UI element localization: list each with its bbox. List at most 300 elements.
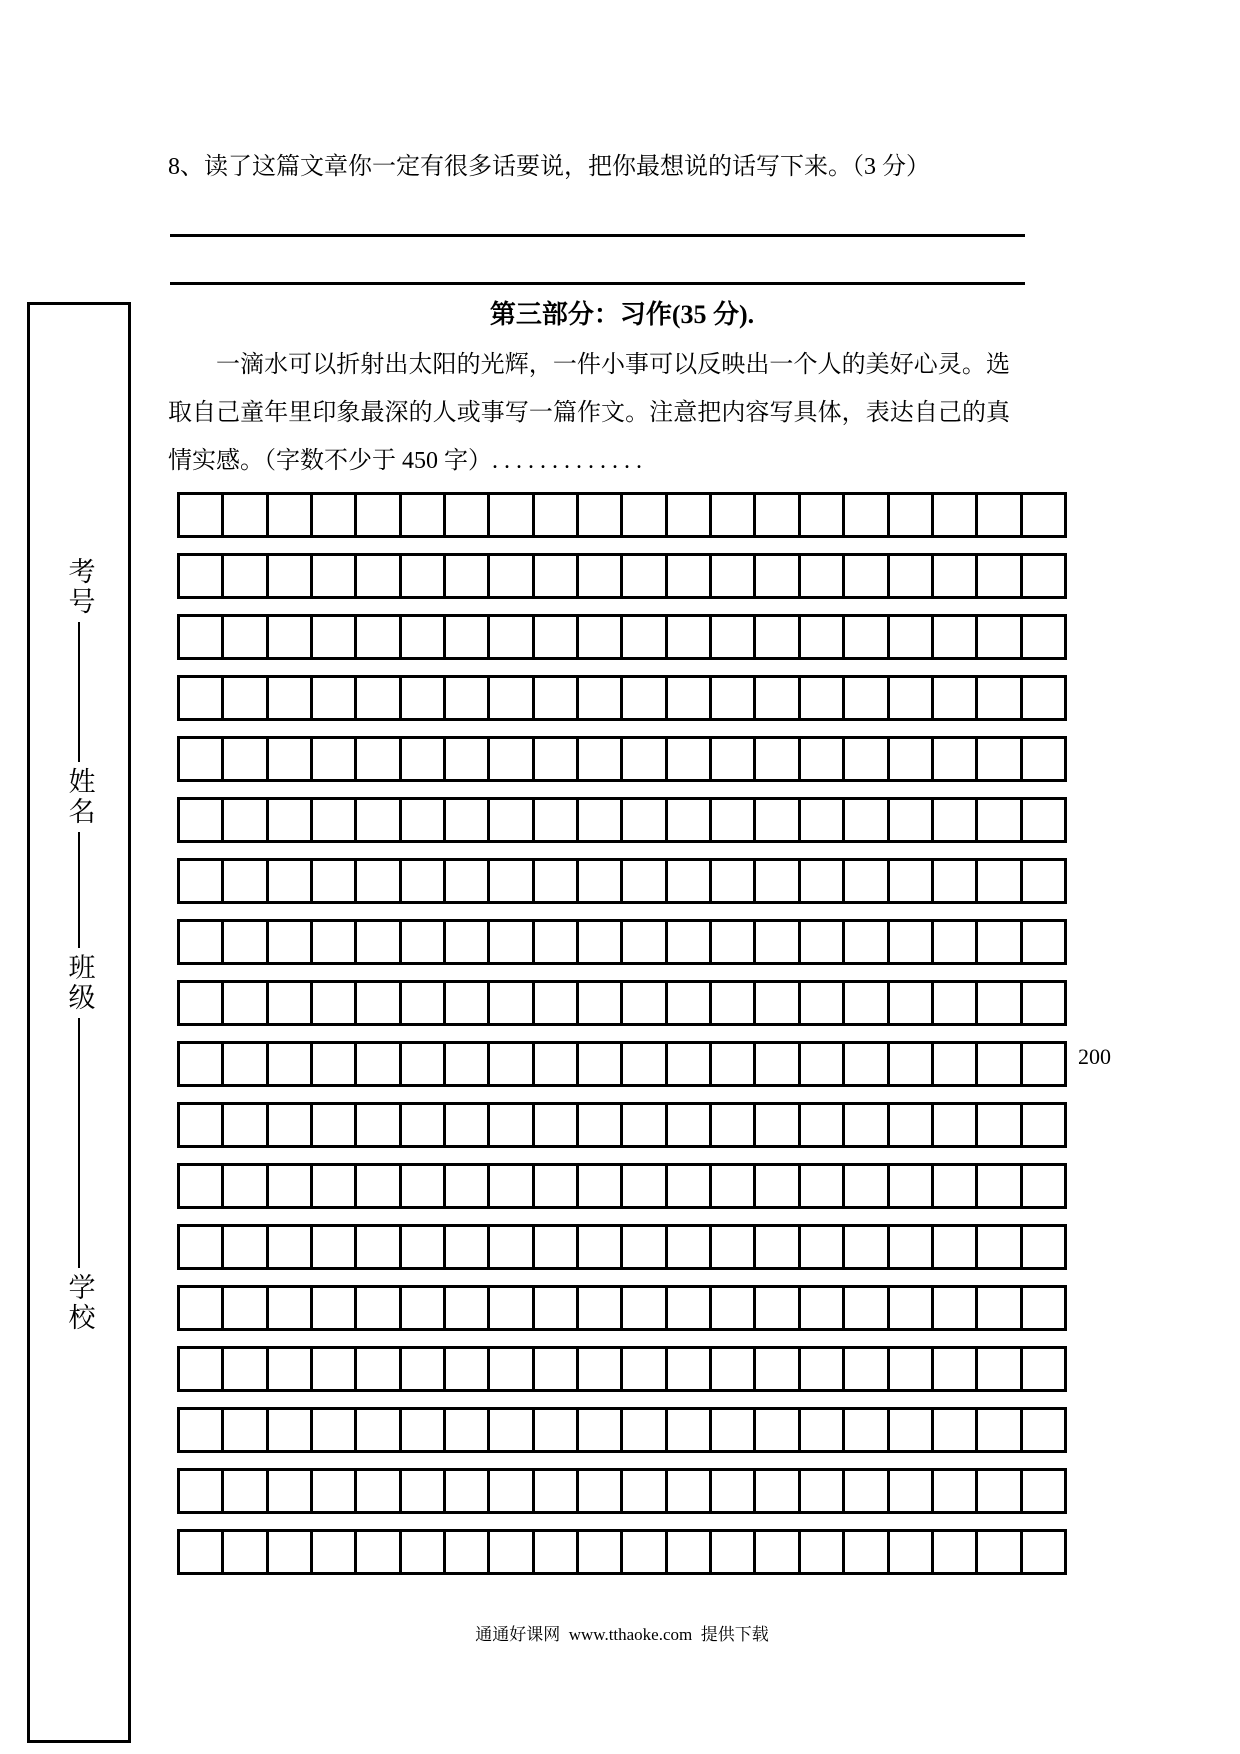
grid-cell (221, 675, 268, 721)
grid-cell (532, 1346, 579, 1392)
grid-cell (443, 736, 490, 782)
grid-cell (709, 858, 756, 904)
grid-row (177, 1163, 1067, 1209)
grid-cell (1020, 553, 1067, 599)
grid-cell (665, 1102, 712, 1148)
grid-cell (532, 1468, 579, 1514)
grid-cell (842, 736, 889, 782)
grid-cell (620, 797, 667, 843)
grid-cell (310, 1163, 357, 1209)
grid-cell (620, 492, 667, 538)
grid-cell (443, 1346, 490, 1392)
grid-cell (266, 1163, 313, 1209)
grid-cell (665, 675, 712, 721)
grid-cell (354, 980, 401, 1026)
grid-cell (221, 553, 268, 599)
grid-cell (354, 614, 401, 660)
grid-cell (665, 553, 712, 599)
grid-cell (266, 919, 313, 965)
composition-instructions (168, 341, 1010, 485)
write-on-line (78, 622, 80, 762)
grid-cell (177, 858, 224, 904)
grid-cell (487, 736, 534, 782)
grid-cell (1020, 492, 1067, 538)
grid-cell (887, 1407, 934, 1453)
grid-cell (221, 1407, 268, 1453)
grid-row (177, 492, 1067, 538)
grid-cell (620, 614, 667, 660)
grid-cell (399, 736, 446, 782)
grid-cell (221, 919, 268, 965)
grid-cell (310, 614, 357, 660)
grid-cell (177, 1102, 224, 1148)
instruction-line: 取自己童年里印象最深的人或事写一篇作文。注意把内容写具体，表达自己的真 (168, 400, 1010, 426)
grid-cell (266, 1468, 313, 1514)
grid-cell (798, 858, 845, 904)
grid-row (177, 1285, 1067, 1331)
grid-cell (798, 675, 845, 721)
grid-cell (487, 1529, 534, 1575)
grid-cell (665, 919, 712, 965)
grid-cell (576, 553, 623, 599)
grid-cell (798, 553, 845, 599)
grid-cell (177, 1346, 224, 1392)
grid-cell (399, 980, 446, 1026)
grid-cell (487, 1102, 534, 1148)
grid-cell (177, 492, 224, 538)
grid-cell (620, 553, 667, 599)
grid-cell (576, 858, 623, 904)
grid-cell (753, 1163, 800, 1209)
grid-row (177, 675, 1067, 721)
grid-cell (443, 858, 490, 904)
grid-cell (399, 858, 446, 904)
grid-cell (887, 736, 934, 782)
grid-cell (354, 675, 401, 721)
grid-cell (221, 614, 268, 660)
grid-cell (487, 553, 534, 599)
grid-cell (665, 1468, 712, 1514)
grid-cell (842, 858, 889, 904)
grid-cell (665, 1529, 712, 1575)
grid-cell (1020, 1468, 1067, 1514)
grid-cell (665, 858, 712, 904)
grid-cell (887, 858, 934, 904)
grid-cell (709, 919, 756, 965)
grid-cell (576, 980, 623, 1026)
grid-cell (310, 858, 357, 904)
grid-cell (221, 1102, 268, 1148)
grid-cell (177, 1163, 224, 1209)
grid-cell (266, 736, 313, 782)
grid-cell (576, 736, 623, 782)
grid-row (177, 1468, 1067, 1514)
grid-cell (842, 1468, 889, 1514)
student-info-panel (27, 302, 131, 1743)
grid-cell (620, 1224, 667, 1270)
grid-cell (177, 736, 224, 782)
grid-cell (576, 675, 623, 721)
grid-cell (1020, 1285, 1067, 1331)
grid-cell (532, 1102, 579, 1148)
grid-cell (266, 1224, 313, 1270)
grid-cell (532, 797, 579, 843)
grid-cell (266, 1346, 313, 1392)
grid-cell (354, 736, 401, 782)
grid-cell (266, 980, 313, 1026)
grid-cell (221, 1468, 268, 1514)
grid-cell (443, 1224, 490, 1270)
grid-cell (620, 1285, 667, 1331)
grid-cell (399, 1163, 446, 1209)
instruction-line: 一滴水可以折射出太阳的光辉，一件小事可以反映出一个人的美好心灵。选 (216, 352, 1010, 378)
grid-cell (753, 980, 800, 1026)
grid-cell (842, 980, 889, 1026)
grid-cell (620, 1041, 667, 1087)
grid-cell (620, 675, 667, 721)
grid-cell (310, 1407, 357, 1453)
grid-cell (487, 1407, 534, 1453)
grid-cell (620, 1102, 667, 1148)
grid-cell (798, 1285, 845, 1331)
grid-cell (177, 1468, 224, 1514)
grid-cell (798, 1041, 845, 1087)
grid-row (177, 1346, 1067, 1392)
grid-cell (1020, 1102, 1067, 1148)
grid-cell (798, 614, 845, 660)
grid-cell (487, 858, 534, 904)
grid-cell (975, 1407, 1022, 1453)
grid-cell (842, 1407, 889, 1453)
grid-cell (665, 614, 712, 660)
grid-cell (399, 614, 446, 660)
grid-cell (487, 492, 534, 538)
grid-cell (354, 1041, 401, 1087)
grid-cell (842, 1102, 889, 1148)
grid-cell (753, 1285, 800, 1331)
grid-cell (1020, 1163, 1067, 1209)
grid-cell (842, 797, 889, 843)
grid-cell (443, 492, 490, 538)
char-count-marker: 200 (1078, 1044, 1111, 1069)
grid-cell (798, 1529, 845, 1575)
grid-cell (798, 980, 845, 1026)
write-on-line (78, 1018, 80, 1268)
grid-cell (887, 1224, 934, 1270)
grid-cell (221, 1529, 268, 1575)
grid-cell (931, 980, 978, 1026)
grid-cell (931, 1529, 978, 1575)
grid-cell (399, 919, 446, 965)
grid-cell (1020, 858, 1067, 904)
grid-cell (487, 1224, 534, 1270)
grid-cell (1020, 736, 1067, 782)
grid-row (177, 919, 1067, 965)
grid-cell (709, 553, 756, 599)
grid-row (177, 858, 1067, 904)
grid-cell (399, 1224, 446, 1270)
grid-cell (399, 1285, 446, 1331)
grid-cell (399, 797, 446, 843)
grid-cell (399, 1041, 446, 1087)
grid-cell (266, 1407, 313, 1453)
grid-row (177, 736, 1067, 782)
grid-row (177, 1407, 1067, 1453)
grid-cell (354, 1346, 401, 1392)
grid-cell (842, 492, 889, 538)
grid-cell (177, 1224, 224, 1270)
grid-cell (354, 858, 401, 904)
grid-cell (931, 1468, 978, 1514)
grid-cell (620, 919, 667, 965)
grid-cell (576, 1468, 623, 1514)
grid-cell (266, 1285, 313, 1331)
grid-cell (354, 553, 401, 599)
grid-cell (443, 1529, 490, 1575)
grid-cell (975, 980, 1022, 1026)
grid-cell (221, 1285, 268, 1331)
grid-cell (576, 797, 623, 843)
grid-cell (798, 492, 845, 538)
grid-cell (887, 1163, 934, 1209)
grid-cell (354, 797, 401, 843)
grid-cell (1020, 1041, 1067, 1087)
grid-cell (975, 614, 1022, 660)
grid-cell (487, 919, 534, 965)
grid-cell (931, 919, 978, 965)
grid-cell (709, 1346, 756, 1392)
grid-cell (221, 797, 268, 843)
grid-cell (354, 1102, 401, 1148)
grid-cell (975, 553, 1022, 599)
grid-cell (310, 1346, 357, 1392)
grid-cell (931, 1407, 978, 1453)
grid-cell (443, 1163, 490, 1209)
grid-cell (931, 797, 978, 843)
grid-cell (177, 614, 224, 660)
grid-cell (576, 919, 623, 965)
grid-cell (709, 492, 756, 538)
grid-cell (532, 614, 579, 660)
grid-cell (842, 1285, 889, 1331)
grid-cell (221, 980, 268, 1026)
grid-cell (709, 1224, 756, 1270)
grid-cell (487, 797, 534, 843)
grid-cell (842, 1224, 889, 1270)
section-title: 第三部分：习作(35 分). (489, 300, 755, 329)
grid-cell (931, 1102, 978, 1148)
grid-cell (1020, 919, 1067, 965)
grid-cell (887, 980, 934, 1026)
grid-cell (443, 1407, 490, 1453)
grid-cell (576, 614, 623, 660)
grid-cell (931, 1163, 978, 1209)
grid-cell (177, 1407, 224, 1453)
grid-cell (354, 1529, 401, 1575)
grid-cell (665, 1224, 712, 1270)
grid-cell (709, 614, 756, 660)
grid-cell (709, 736, 756, 782)
grid-cell (399, 675, 446, 721)
grid-cell (975, 492, 1022, 538)
write-on-line (78, 832, 80, 948)
grid-cell (310, 492, 357, 538)
grid-cell (1020, 614, 1067, 660)
grid-cell (443, 1041, 490, 1087)
grid-cell (887, 492, 934, 538)
grid-cell (310, 797, 357, 843)
grid-cell (842, 553, 889, 599)
grid-cell (354, 1224, 401, 1270)
grid-cell (310, 675, 357, 721)
grid-cell (975, 919, 1022, 965)
grid-cell (931, 492, 978, 538)
grid-cell (576, 1346, 623, 1392)
grid-row (177, 553, 1067, 599)
grid-cell (842, 1163, 889, 1209)
grid-cell (532, 675, 579, 721)
grid-cell (931, 1041, 978, 1087)
grid-cell (753, 1224, 800, 1270)
grid-cell (399, 492, 446, 538)
grid-cell (399, 1346, 446, 1392)
footer-text: 通通好课网 www.tthaoke.com 提供下载 (475, 1625, 769, 1644)
grid-cell (665, 980, 712, 1026)
grid-cell (887, 1102, 934, 1148)
grid-row (177, 1224, 1067, 1270)
grid-cell (487, 614, 534, 660)
grid-cell (177, 919, 224, 965)
grid-cell (221, 492, 268, 538)
grid-cell (798, 919, 845, 965)
grid-cell (842, 1529, 889, 1575)
grid-cell (931, 858, 978, 904)
grid-cell (709, 675, 756, 721)
grid-cell (753, 797, 800, 843)
grid-cell (709, 980, 756, 1026)
grid-cell (221, 1163, 268, 1209)
grid-cell (887, 1468, 934, 1514)
grid-cell (887, 1529, 934, 1575)
grid-cell (620, 736, 667, 782)
grid-cell (532, 1407, 579, 1453)
grid-cell (443, 1102, 490, 1148)
grid-cell (266, 797, 313, 843)
grid-cell (753, 858, 800, 904)
grid-cell (665, 1407, 712, 1453)
grid-cell (266, 858, 313, 904)
question-8-text: 8、读了这篇文章你一定有很多话要说，把你最想说的话写下来。（3 分） (168, 154, 930, 180)
instruction-line: 情实感。（字数不少于 450 字）. . . . . . . . . . . . . (168, 448, 642, 474)
grid-cell (310, 736, 357, 782)
grid-cell (798, 1468, 845, 1514)
grid-cell (443, 1285, 490, 1331)
grid-cell (620, 858, 667, 904)
grid-cell (487, 675, 534, 721)
grid-cell (665, 797, 712, 843)
grid-cell (975, 858, 1022, 904)
grid-cell (177, 1285, 224, 1331)
grid-cell (354, 919, 401, 965)
grid-cell (753, 675, 800, 721)
grid-cell (532, 736, 579, 782)
grid-cell (975, 1041, 1022, 1087)
grid-cell (753, 1529, 800, 1575)
grid-cell (310, 1529, 357, 1575)
grid-cell (975, 736, 1022, 782)
grid-cell (576, 492, 623, 538)
grid-cell (620, 1407, 667, 1453)
grid-cell (975, 675, 1022, 721)
grid-cell (487, 980, 534, 1026)
grid-cell (975, 1468, 1022, 1514)
grid-cell (177, 675, 224, 721)
grid-cell (887, 1346, 934, 1392)
grid-cell (798, 736, 845, 782)
grid-cell (487, 1163, 534, 1209)
grid-cell (266, 1041, 313, 1087)
grid-cell (1020, 675, 1067, 721)
grid-cell (887, 553, 934, 599)
grid-cell (443, 1468, 490, 1514)
grid-cell (665, 1285, 712, 1331)
grid-row (177, 980, 1067, 1026)
grid-cell (443, 675, 490, 721)
grid-cell (532, 553, 579, 599)
grid-cell (887, 1285, 934, 1331)
grid-cell (753, 1041, 800, 1087)
grid-cell (842, 614, 889, 660)
grid-cell (487, 1041, 534, 1087)
grid-cell (532, 1041, 579, 1087)
grid-cell (665, 1346, 712, 1392)
grid-cell (887, 919, 934, 965)
grid-cell (532, 980, 579, 1026)
grid-cell (931, 553, 978, 599)
grid-cell (931, 614, 978, 660)
grid-cell (709, 1041, 756, 1087)
grid-cell (887, 675, 934, 721)
grid-cell (443, 797, 490, 843)
grid-cell (177, 797, 224, 843)
grid-cell (975, 1163, 1022, 1209)
grid-cell (532, 858, 579, 904)
grid-cell (665, 1041, 712, 1087)
grid-cell (399, 1529, 446, 1575)
grid-cell (354, 1285, 401, 1331)
grid-cell (975, 797, 1022, 843)
grid-cell (1020, 1529, 1067, 1575)
grid-cell (576, 1102, 623, 1148)
answer-line (170, 234, 1025, 237)
grid-cell (266, 1102, 313, 1148)
grid-cell (443, 553, 490, 599)
grid-cell (975, 1346, 1022, 1392)
grid-cell (753, 492, 800, 538)
grid-cell (753, 553, 800, 599)
grid-cell (354, 1163, 401, 1209)
grid-cell (931, 1346, 978, 1392)
grid-cell (753, 1346, 800, 1392)
grid-cell (975, 1285, 1022, 1331)
grid-cell (354, 1468, 401, 1514)
grid-cell (576, 1163, 623, 1209)
grid-cell (620, 1346, 667, 1392)
grid-cell (975, 1224, 1022, 1270)
grid-cell (177, 1041, 224, 1087)
grid-cell (177, 980, 224, 1026)
grid-cell (310, 980, 357, 1026)
